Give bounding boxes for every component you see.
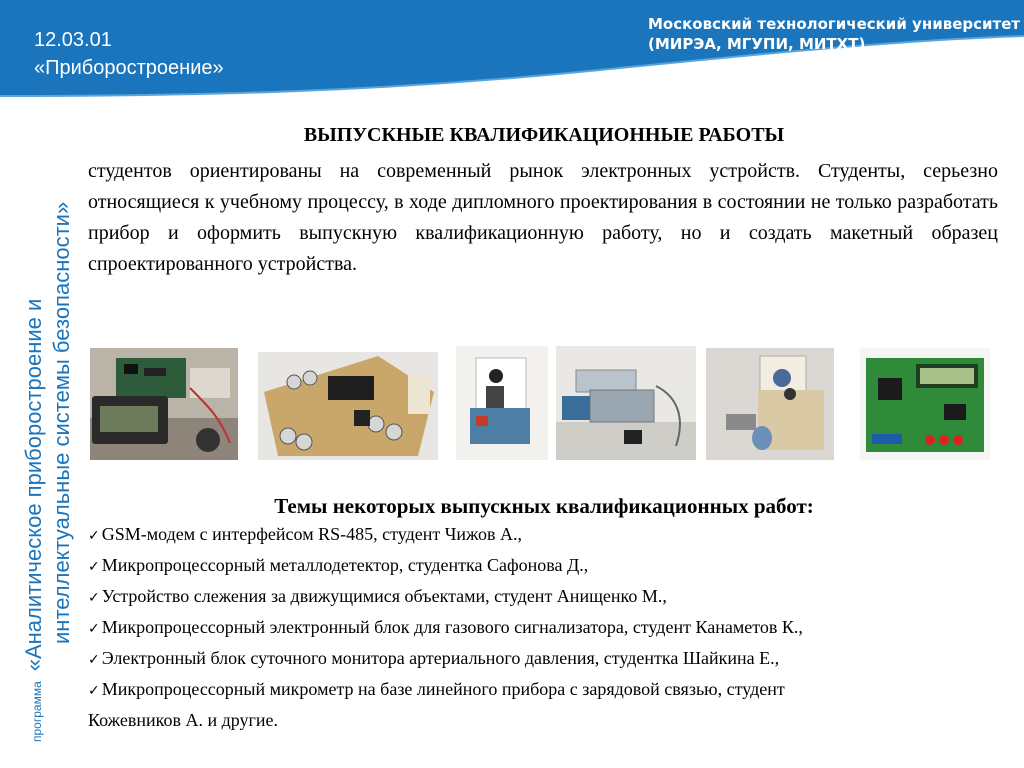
university-name — [648, 14, 1020, 54]
topic-text: Микропроцессорный микрометр на базе линейного прибора с зарядовой связью, студент — [101, 679, 785, 699]
list-item — [88, 551, 1018, 582]
university-line1: Московский технологический университет — [648, 15, 1021, 33]
pcb-capacitors-photo — [258, 352, 438, 460]
topic-continuation-text: Кожевников А. и другие. — [88, 710, 279, 730]
program-title — [34, 26, 224, 82]
lcd-board-photo — [90, 348, 238, 460]
gas-pump-photo — [556, 346, 696, 460]
list-item — [88, 613, 1018, 644]
check-icon: ✓ — [88, 559, 100, 575]
list-item — [88, 644, 1018, 675]
header-bar — [0, 0, 1024, 104]
check-icon: ✓ — [88, 590, 100, 606]
topic-text: Микропроцессорный металлодетектор, студентка Сафонова Д., — [101, 555, 589, 575]
check-icon: ✓ — [88, 683, 100, 699]
list-item — [88, 520, 1018, 551]
pcb-capacitors-image — [258, 352, 438, 460]
green-pcb-display-photo — [860, 348, 990, 460]
sidebar-label-small: программа — [30, 681, 44, 742]
gas-pump-image — [556, 346, 696, 460]
sidebar-label-line2: интеллектуальные системы безопасности» — [49, 201, 74, 644]
program-name: «Приборостроение» — [34, 57, 224, 79]
tracking-device-photo — [456, 346, 548, 460]
topics-heading: Темы некоторых выпускных квалификационных работ: — [274, 494, 814, 518]
sensor-box-photo — [706, 348, 834, 460]
intro-paragraph: студентов ориентированы на современный рынок электронных устройств. Студенты, серьезно относящиеся к учебному процессу, в ходе дипломного проектирования в состоянии не только разработать прибор и оформить выпускную квалификационную работу, но и создать макетный образец спроектированного устройства. — [88, 160, 998, 275]
sidebar-label-line1: «Аналитическое приборостроение и — [21, 298, 46, 672]
topic-text: GSM-модем с интерфейсом RS-485, студент Чижов А., — [101, 524, 523, 544]
check-icon: ✓ — [88, 621, 100, 637]
list-item-continuation — [88, 706, 1018, 735]
program-code: 12.03.01 — [34, 29, 112, 51]
university-line2: (МИРЭА, МГУПИ, МИТХТ) — [648, 35, 866, 53]
topic-text: Микропроцессорный электронный блок для газового сигнализатора, студент Канаметов К., — [101, 617, 803, 637]
green-pcb-display-image — [860, 348, 990, 460]
topic-text: Электронный блок суточного монитора артериального давления, студентка Шайкина Е., — [101, 648, 780, 668]
sidebar-program-label — [20, 104, 78, 742]
lcd-board-image — [90, 348, 238, 460]
check-icon: ✓ — [88, 528, 100, 544]
tracking-device-image — [456, 346, 548, 460]
topics-list — [88, 520, 1018, 735]
list-item — [88, 582, 1018, 613]
topic-text: Устройство слежения за движущимися объектами, студент Анищенко М., — [101, 586, 667, 606]
check-icon: ✓ — [88, 652, 100, 668]
list-item — [88, 675, 1018, 706]
section-heading: ВЫПУСКНЫЕ КВАЛИФИКАЦИОННЫЕ РАБОТЫ — [303, 124, 785, 146]
sensor-box-image — [706, 348, 834, 460]
